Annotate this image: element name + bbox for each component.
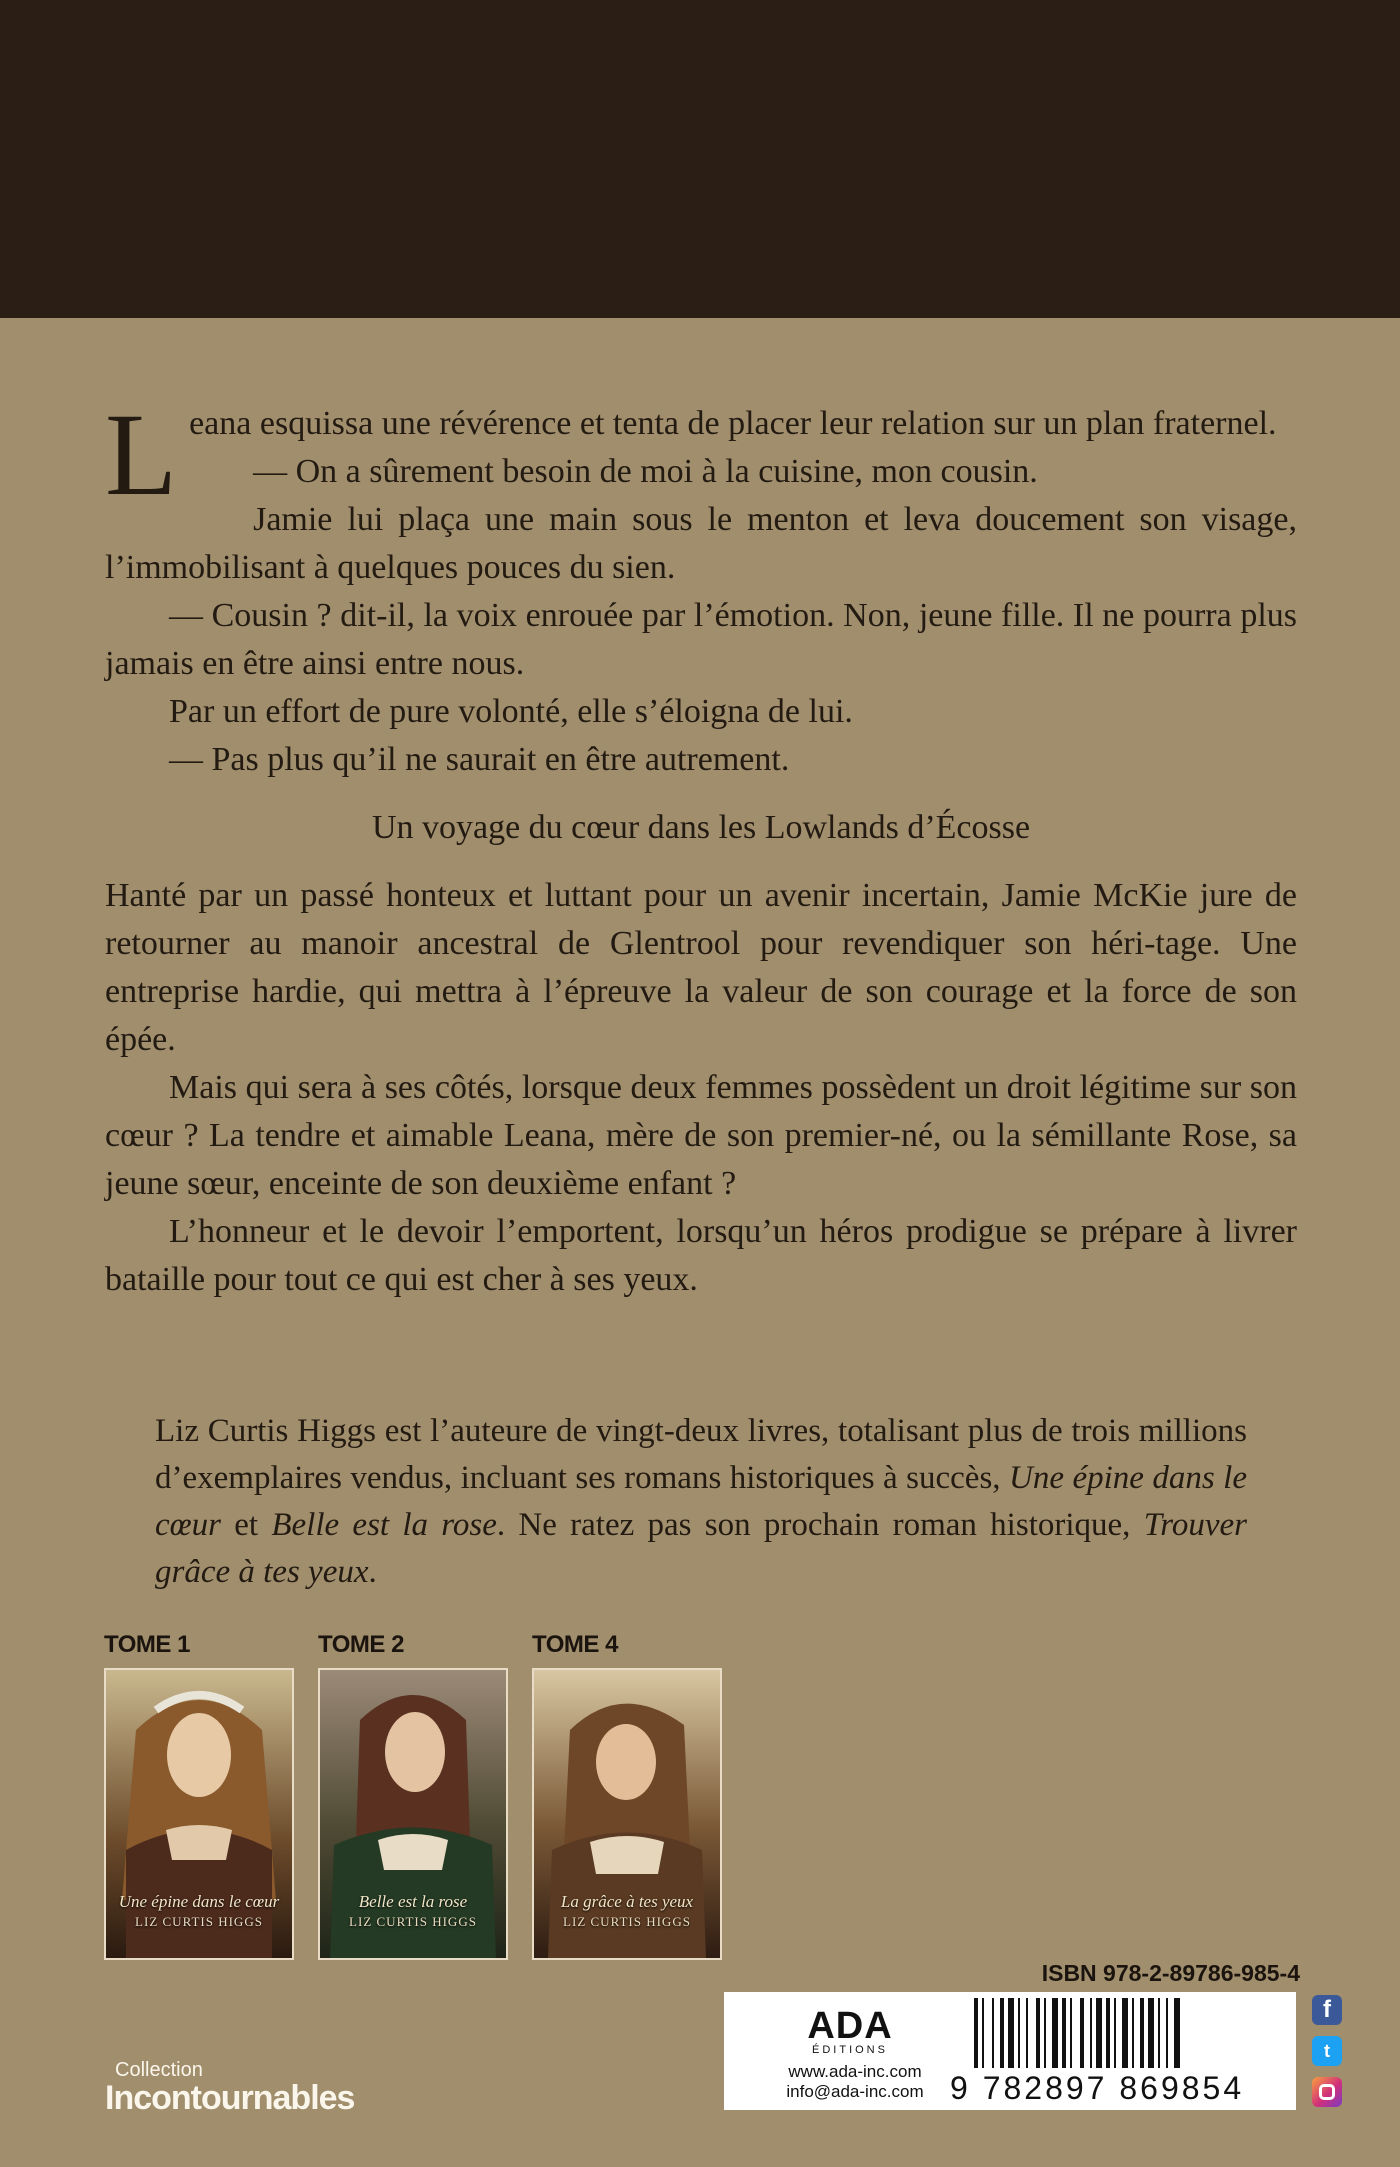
excerpt-paragraph-4: — Cousin ? dit-il, la voix enrouée par l’émotion. Non, jeune fille. Il ne pourra plus jamais en être ainsi entre nous. <box>105 597 1297 682</box>
drop-cap: L <box>105 389 178 520</box>
back-cover-text <box>105 389 1297 1304</box>
excerpt-paragraph-3: Jamie lui plaça une main sous le menton et leva doucement son visage, l’immobilisant à quelques pouces du sien. <box>105 501 1297 586</box>
tagline: Un voyage du cœur dans les Lowlands d’Écosse <box>371 809 1031 846</box>
tome-1-label: TOME 1 <box>104 1631 190 1658</box>
instagram-icon[interactable] <box>1312 2077 1342 2107</box>
excerpt-paragraph-6: — Pas plus qu’il ne saurait en être autrement. <box>169 741 790 778</box>
tome-4-cover <box>532 1668 722 1960</box>
collection-label: Collection <box>115 2059 203 2081</box>
tome-2-cover-author: LIZ CURTIS HIGGS <box>349 1914 477 1929</box>
author-bio: Liz Curtis Higgs est l’auteure de vingt-deux livres, totalisant plus de trois millions d’exemplaires vendus, incluant ses romans historiques à succès, Une épine dans le cœur et Belle est la rose. Ne ratez pas son prochain roman historique, Trouver grâce à tes yeux. <box>155 1413 1247 1590</box>
publisher-logo: ADA <box>807 2005 893 2047</box>
summary-paragraph-1: Hanté par un passé honteux et luttant pour un avenir incertain, Jamie McKie jure de retourner au manoir ancestral de Glentrool pour revendiquer son héri-tage. Une entreprise hardie, qui mettra à l’épreuve la valeur de son courage et la force de son épée. <box>105 877 1297 1058</box>
barcode <box>970 1998 1270 2072</box>
collection-logo <box>105 2060 354 2116</box>
publisher-box <box>724 1992 1296 2110</box>
summary-paragraph-2: Mais qui sera à ses côtés, lorsque deux femmes possèdent un droit légitime sur son cœur ? La tendre et aimable Leana, mère de son premier-né, ou la sémillante Rose, sa jeune sœur, enceinte de son deuxième enfant ? <box>105 1069 1297 1202</box>
isbn-number: ISBN 978-2-89786-985-4 <box>1041 1960 1300 1986</box>
book-title-2: Belle est la rose <box>271 1507 497 1543</box>
top-dark-band <box>0 0 1400 318</box>
excerpt-paragraph-5: Par un effort de pure volonté, elle s’éloigna de lui. <box>169 693 853 730</box>
excerpt-paragraph-2: — On a sûrement besoin de moi à la cuisine, mon cousin. <box>253 453 1038 490</box>
tome-4-label: TOME 4 <box>532 1631 618 1658</box>
summary-paragraph-3: L’honneur et le devoir l’emportent, lorsqu’un héros prodigue se prépare à livrer bataille pour tout ce qui est cher à ses yeux. <box>105 1213 1297 1298</box>
book-title-3: Trouver grâce à tes yeux <box>155 1507 1247 1590</box>
tome-2-label: TOME 2 <box>318 1631 404 1658</box>
publisher-email[interactable]: info@ada-inc.com <box>786 2082 924 2101</box>
tome-4-cover-title: La grâce à tes yeux <box>560 1892 694 1911</box>
tome-2-cover <box>318 1668 508 1960</box>
tome-1-cover <box>104 1668 294 1960</box>
publisher-logo-subtitle: ÉDITIONS <box>812 2044 888 2056</box>
barcode-digits: 9 782897 869854 <box>950 2070 1245 2106</box>
tome-1-cover-author: LIZ CURTIS HIGGS <box>135 1914 263 1929</box>
facebook-icon[interactable]: f <box>1312 1995 1342 2025</box>
tome-4-cover-author: LIZ CURTIS HIGGS <box>563 1914 691 1929</box>
book-title-1: Une épine dans le cœur <box>155 1460 1247 1543</box>
tome-2-cover-title: Belle est la rose <box>358 1892 468 1911</box>
tome-1-cover-title: Une épine dans le cœur <box>118 1892 280 1911</box>
twitter-icon[interactable]: t <box>1312 2036 1342 2066</box>
excerpt-paragraph-1: Leana esquissa une révérence et tenta de placer leur relation sur un plan fraternel. <box>105 389 1277 520</box>
publisher-website[interactable]: www.ada-inc.com <box>788 2062 922 2081</box>
collection-name: Incontournables <box>105 2079 355 2117</box>
